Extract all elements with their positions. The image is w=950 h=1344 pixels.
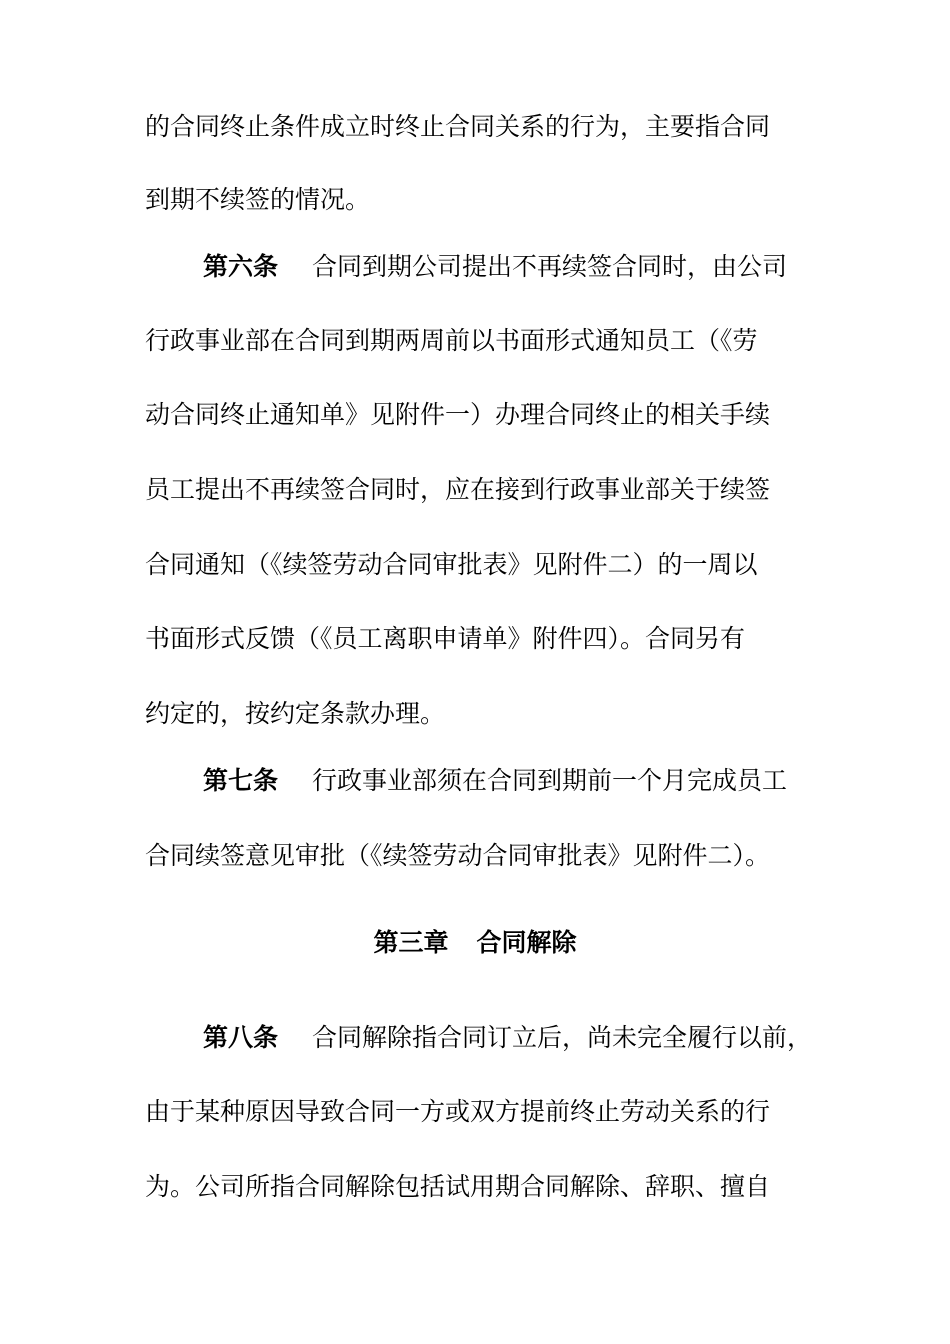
paragraph-line: 为。公司所指合同解除包括试用期合同解除、辞职、擅自: [145, 1172, 771, 1201]
chapter-title: 合同解除: [476, 928, 577, 957]
paragraph-line: 的合同终止条件成立时终止合同关系的行为，主要指合同: [145, 112, 771, 141]
chapter-heading: [0, 928, 950, 958]
article-8-text: 合同解除指合同订立后，尚未完全履行以前，: [312, 1023, 813, 1052]
article-6-text: 合同到期公司提出不再续签合同时，由公司: [312, 252, 788, 281]
article-7-line: [203, 766, 787, 796]
article-8-label: 第八条: [203, 1023, 279, 1052]
chapter-number: 第三章: [373, 928, 449, 957]
paragraph-line: 到期不续签的情况。: [145, 185, 371, 214]
paragraph-line: 合同续签意见审批（《续签劳动合同审批表》见附件二）。: [145, 841, 771, 870]
paragraph-line: 合同通知（《续签劳动合同审批表》见附件二）的一周以: [145, 550, 758, 579]
paragraph-line: 书面形式反馈（《员工离职申请单》附件四）。合同另有: [145, 624, 746, 653]
article-7-text: 行政事业部须在合同到期前一个月完成员工: [312, 766, 788, 795]
article-7-label: 第七条: [203, 766, 279, 795]
paragraph-line: 员工提出不再续签合同时，应在接到行政事业部关于续签: [145, 475, 771, 504]
article-6-line: [203, 252, 787, 282]
article-6-label: 第六条: [203, 252, 279, 281]
paragraph-line: 由于某种原因导致合同一方或双方提前终止劳动关系的行: [145, 1097, 771, 1126]
paragraph-line: 动合同终止通知单》见附件一）办理合同终止的相关手续: [145, 400, 771, 429]
paragraph-line: 约定的，按约定条款办理。: [145, 699, 446, 728]
article-8-line: [203, 1023, 812, 1053]
paragraph-line: 行政事业部在合同到期两周前以书面形式通知员工（《劳: [145, 326, 758, 355]
